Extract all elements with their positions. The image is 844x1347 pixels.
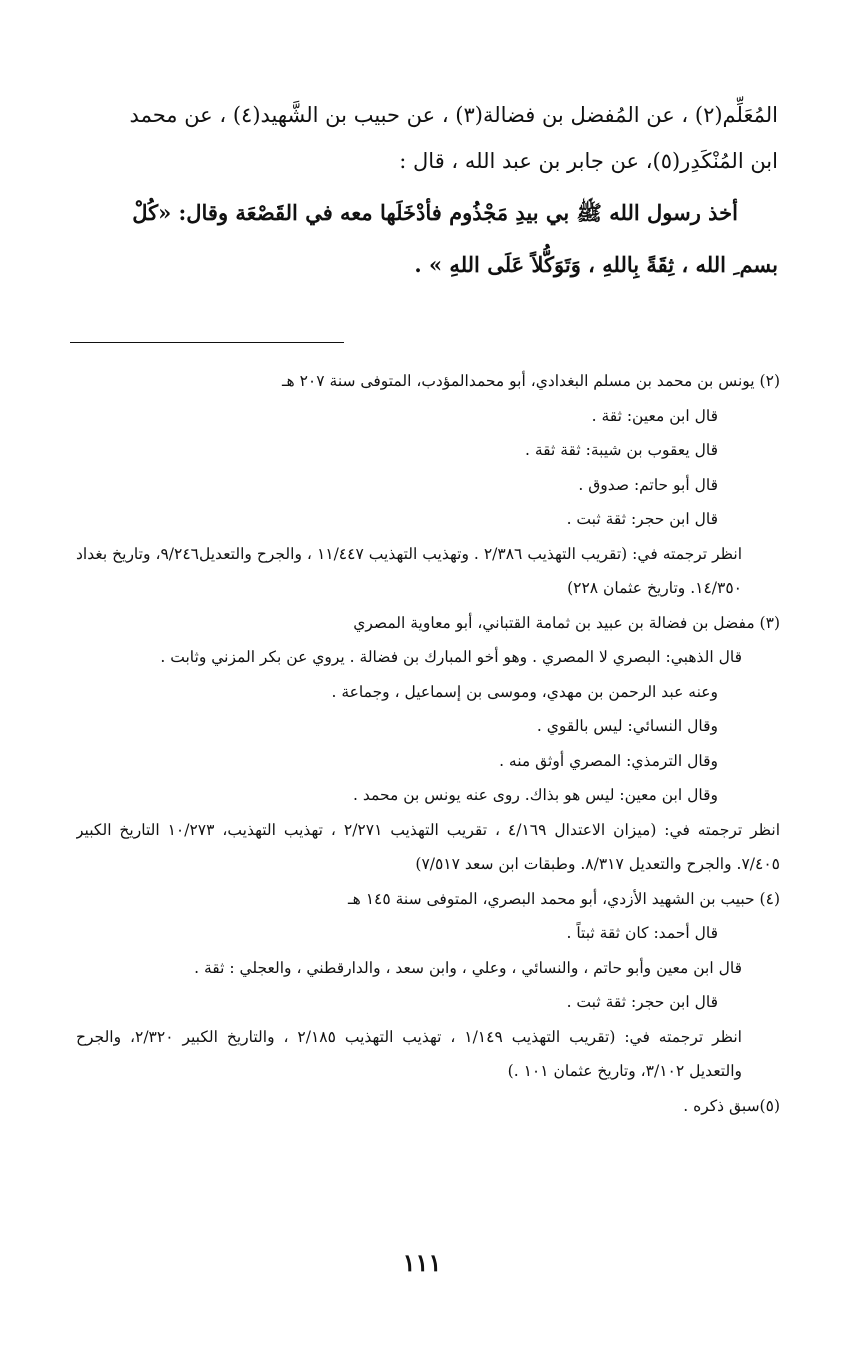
footnote-3 bbox=[76, 606, 780, 882]
footnote-line: وقال النسائي: ليس بالقوي . bbox=[536, 717, 718, 735]
footnote-line: قال أبو حاتم: صدوق . bbox=[578, 475, 718, 494]
footnote-heading: (٤) حبيب بن الشهيد الأزدي، أبو محمد البصري، المتوفى سنة ١٤٥ هـ bbox=[348, 889, 780, 908]
hadith-line-1: أخذ رسول الله ﷺ بي بيدِ مَجْذُوم فأدْخَلَها معه في القَصْعَة وقال: «كُلْ bbox=[132, 200, 738, 225]
main-text bbox=[78, 92, 778, 288]
footnote-line: قال يعقوب بن شيبة: ثقة ثقة . bbox=[524, 441, 718, 459]
footnote-line: قال ابن حجر: ثقة ثبت . bbox=[566, 510, 718, 528]
footnote-line: قال ابن معين: ثقة . bbox=[591, 406, 718, 425]
footnote-reference: انظر ترجمته في: (ميزان الاعتدال ٤/١٦٩ ، تقريب التهذيب ٢/٢٧١ ، تهذيب التهذيب، ١٠/٢٧٣ التاريخ الكبير ٧/٤٠٥. والجرح والتعديل ٨/٣١٧. وطبقات ابن سعد ٧/٥١٧) bbox=[76, 820, 780, 873]
footnote-heading: (٥)سبق ذكره . bbox=[683, 1096, 780, 1115]
footnote-line: قال ابن حجر: ثقة ثبت . bbox=[566, 993, 718, 1011]
footnote-heading: (٢) يونس بن محمد بن مسلم البغدادي، أبو محمدالمؤدب، المتوفى سنة ٢٠٧ هـ bbox=[281, 372, 780, 390]
footnote-line: وقال ابن معين: ليس هو بذاك. روى عنه يونس بن محمد . bbox=[353, 786, 718, 804]
footnote-line: قال أحمد: كان ثقة ثبتاً . bbox=[566, 924, 718, 942]
chain-line-2: ابن المُنْكَدِر(٥)، عن جابر بن عبد الله ، قال : bbox=[399, 149, 778, 173]
hadith-line-2: بسم ِ الله ، ثِقَةً بِاللهِ ، وَتَوَكُّلاً عَلَى اللهِ » . bbox=[414, 252, 778, 277]
footnote-separator bbox=[70, 342, 344, 343]
chain-line-1: المُعَلِّم(٢) ، عن المُفضل بن فضالة(٣) ، عن حبيب بن الشَّهيد(٤) ، عن محمد bbox=[129, 103, 778, 127]
footnote-reference: انظر ترجمته في: (تقريب التهذيب ١/١٤٩ ، تهذيب التهذيب ٢/١٨٥ ، والتاريخ الكبير ٢/٣٢٠، والجرح والتعديل ٣/١٠٢، وتاريخ عثمان ١٠١ .) bbox=[76, 1027, 742, 1080]
footnotes bbox=[76, 364, 780, 1123]
footnote-reference: انظر ترجمته في: (تقريب التهذيب ٢/٣٨٦ . وتهذيب التهذيب ١١/٤٤٧ ، والجرح والتعديل٩/٢٤٦، وتاريخ بغداد ١٤/٣٥٠. وتاريخ عثمان ٢٢٨) bbox=[76, 544, 742, 597]
footnote-heading: (٣) مفضل بن فضالة بن عبيد بن ثمامة القتباني، أبو معاوية المصري bbox=[353, 613, 780, 632]
footnote-line: قال ابن معين وأبو حاتم ، والنسائي ، وعلي ، وابن سعد ، والدارقطني ، والعجلي : ثقة . bbox=[194, 958, 742, 977]
footnote-line: وقال الترمذي: المصري أوثق منه . bbox=[499, 751, 718, 770]
footnote-2 bbox=[76, 364, 780, 606]
footnote-line: قال الذهبي: البصري لا المصري . وهو أخو المبارك بن فضالة . يروي عن بكر المزني وثابت . bbox=[160, 648, 742, 666]
footnote-line: وعنه عبد الرحمن بن مهدي، وموسى بن إسماعيل ، وجماعة . bbox=[331, 682, 718, 701]
footnote-5 bbox=[76, 1089, 780, 1124]
page-number: ١١١ bbox=[402, 1248, 442, 1277]
footnote-4 bbox=[76, 882, 780, 1089]
